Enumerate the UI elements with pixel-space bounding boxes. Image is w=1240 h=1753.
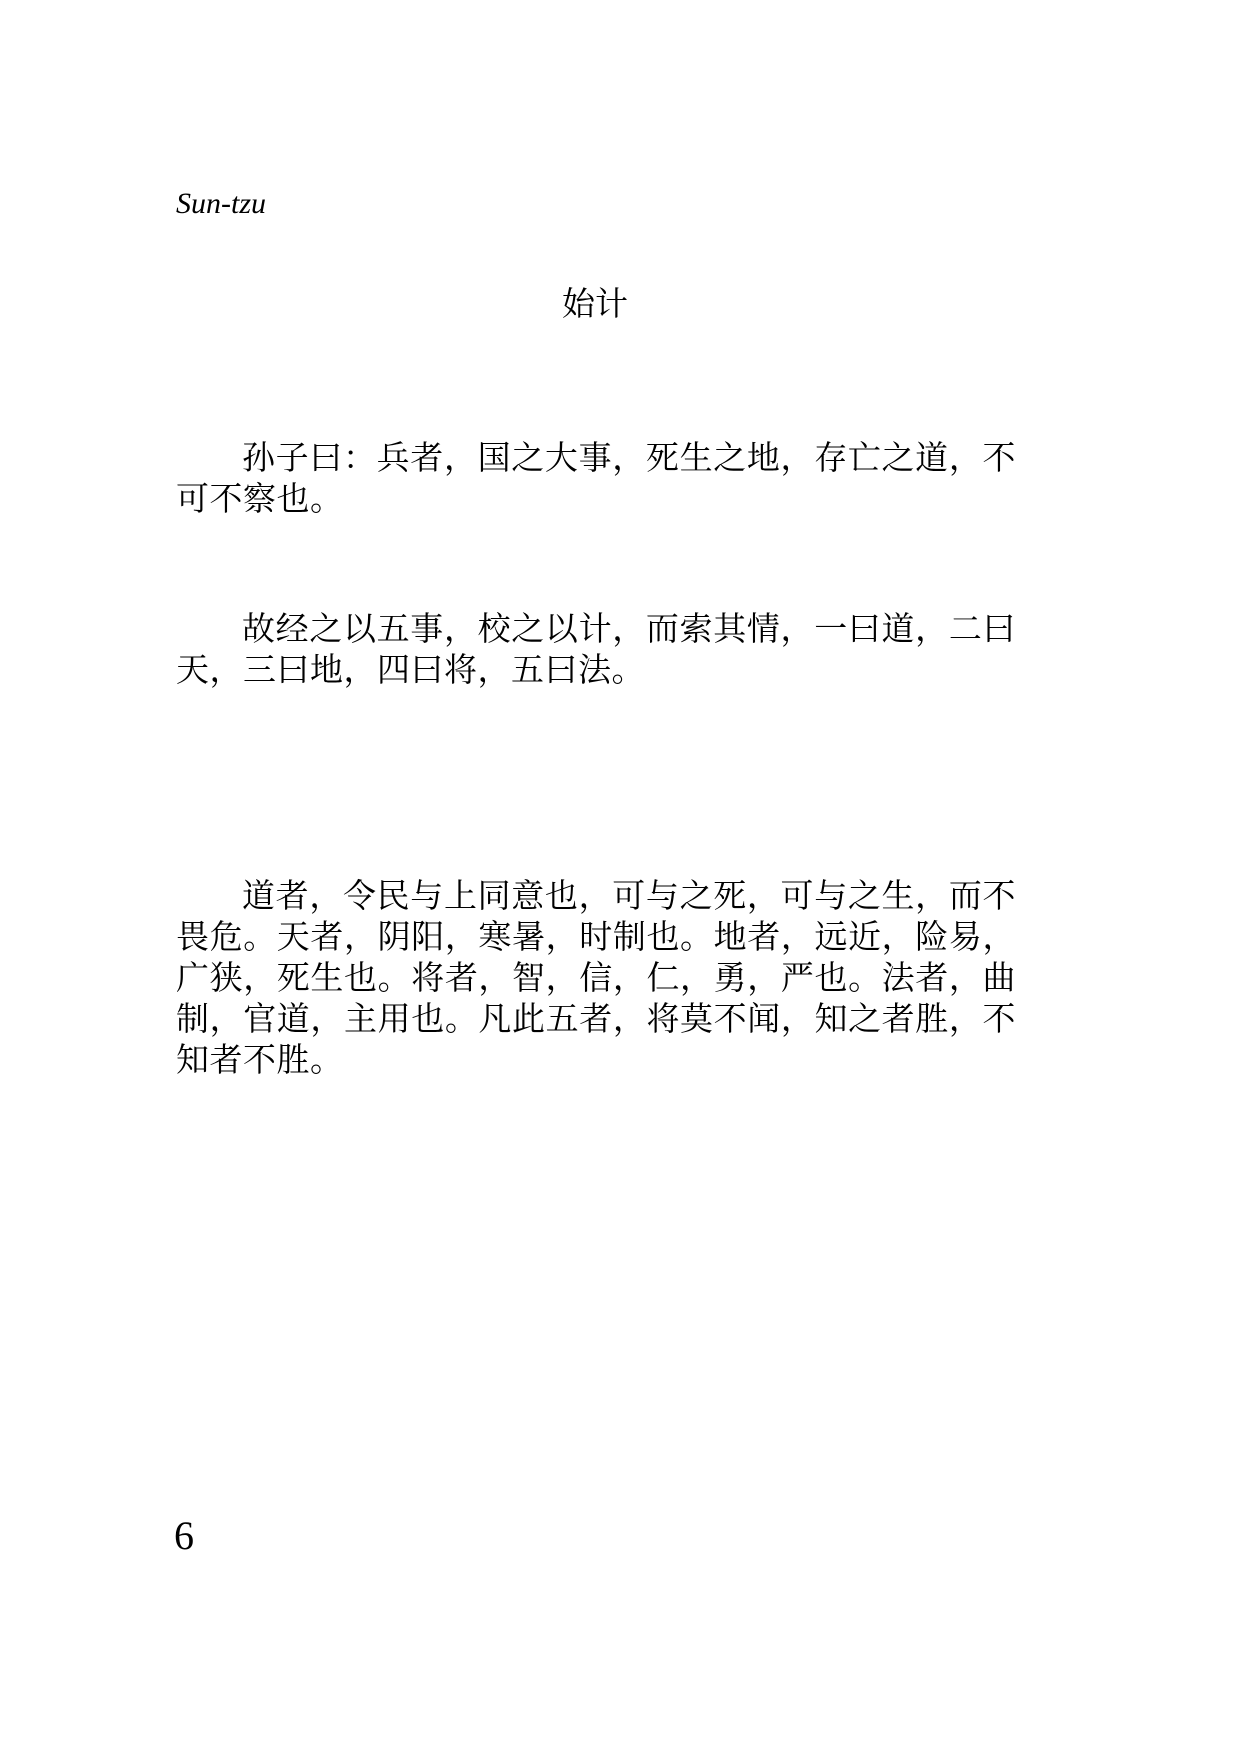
chapter-title: 始计 bbox=[562, 284, 628, 323]
page-number: 6 bbox=[174, 1513, 194, 1558]
paragraph-3: 道者，令民与上同意也，可与之死，可与之生，而不畏危。天者，阴阳，寒暑，时制也。地者，远近，险易，广狭，死生也。将者，智，信，仁，勇，严也。法者，曲制，官道，主用也。凡此五者，将莫不闻，知之者胜，不知者不胜。 bbox=[176, 876, 1016, 1079]
paragraph-1: 孙子曰：兵者，国之大事，死生之地，存亡之道，不可不察也。 bbox=[176, 438, 1016, 518]
running-head: Sun-tzu bbox=[176, 187, 266, 220]
paragraph-2: 故经之以五事，校之以计，而索其情，一曰道，二曰天，三曰地，四曰将，五曰法。 bbox=[176, 609, 1016, 689]
